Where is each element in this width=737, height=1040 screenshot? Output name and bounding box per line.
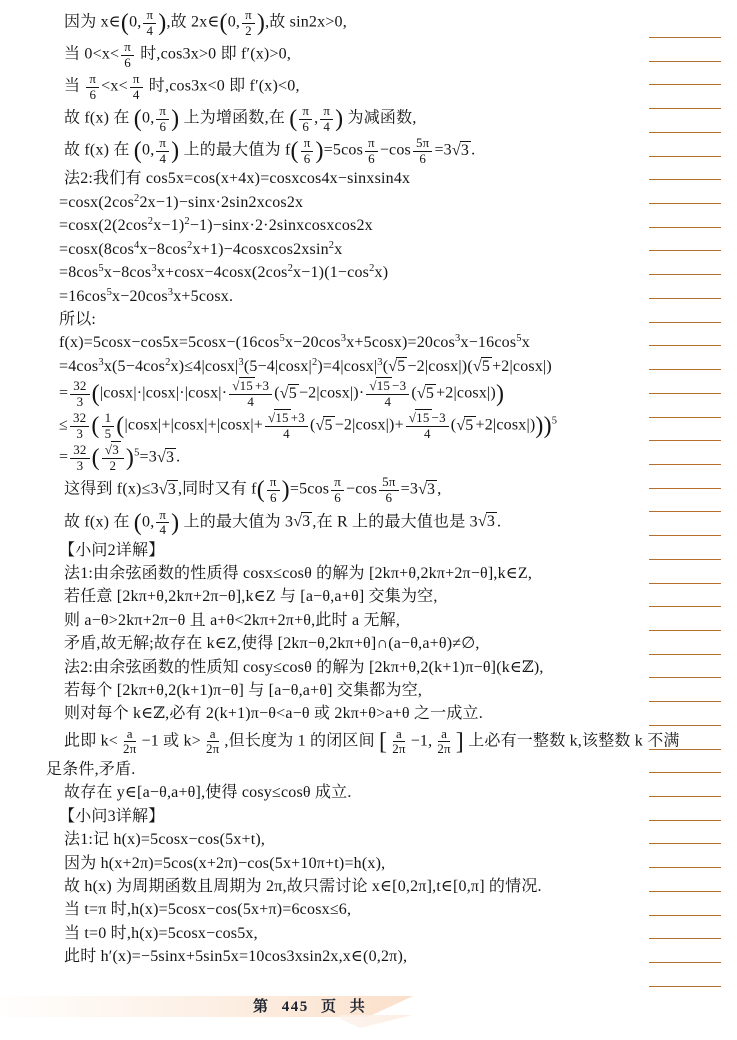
ruled-line [649, 511, 721, 512]
numerator: π [365, 136, 378, 152]
ruled-line [649, 108, 721, 109]
text-line: 法2:我们有 cos5x=cos(x+4x)=cosxcos4x−sinxsin4x [64, 170, 411, 188]
fraction [264, 411, 309, 441]
superscript: 5 [106, 286, 113, 298]
numerator: √15 −3 [366, 379, 409, 395]
fraction [69, 411, 90, 441]
radical: √5 [315, 416, 333, 434]
radical: √5 [416, 384, 435, 402]
text-line: 故存在 y∈[a−θ,a+θ],使得 cosy≤cosθ 成立. [64, 784, 352, 802]
numerator: π [86, 72, 99, 88]
big-delimiter: ( [120, 10, 130, 37]
big-delimiter: [ [379, 728, 388, 755]
superscript: 3 [151, 263, 157, 275]
big-delimiter: ) [158, 10, 167, 37]
denominator: 4 [159, 150, 167, 166]
superscript: 2 [147, 216, 154, 228]
text-line: 矛盾,故无解;故存在 k∈Z,使得 [2kπ−θ,2kπ+θ]∩(a−θ,a+θ)≠∅, [64, 635, 480, 653]
text-line: $=\cos x(8\cos^4x-8\cos^2x+1)-4cosxcos2xsin^2x$ [59, 239, 343, 258]
text-line: 则 a−θ>2kπ+2π−θ 且 a+θ<2kπ+2π+θ,此时 a 无解, [64, 611, 401, 629]
ruled-line [649, 488, 721, 489]
radical: √3 [418, 481, 436, 499]
numerator: π [242, 8, 255, 24]
numerator: √15 −3 [406, 411, 449, 427]
denominator: 6 [159, 118, 167, 134]
numerator: a [207, 727, 219, 743]
text-line: 足条件,矛盾. [46, 760, 136, 778]
radicand: 15 [376, 378, 391, 394]
text-line: $=16\cos^5x-20\cos^3x+5\cos x$. [59, 286, 234, 305]
radical: √3 [451, 142, 470, 160]
radicand: 15 [239, 378, 253, 394]
radicand: 5 [425, 384, 435, 402]
big-delimiter: ) [171, 138, 180, 165]
ruled-line [649, 464, 721, 465]
fraction [378, 475, 399, 505]
denominator: 6 [124, 54, 131, 70]
numerator: 5π [413, 136, 432, 152]
denominator: 6 [385, 489, 393, 505]
big-delimiter: ) [171, 106, 180, 133]
text-line: $=\cos x(2\cos^22x-1)-\sin x\cdot 2\sin 2xcos2x$ [59, 192, 304, 211]
big-delimiter: ] [455, 728, 464, 755]
big-delimiter: ) [315, 138, 324, 165]
numerator: 32 [70, 379, 89, 395]
big-delimiter: ( [219, 10, 228, 37]
superscript: 2 [328, 239, 335, 251]
fraction [69, 379, 90, 409]
denominator: 5 [104, 425, 112, 441]
radicand: 5 [481, 357, 491, 375]
ruled-line [649, 132, 721, 133]
denominator: 2π [437, 741, 451, 757]
radicand: 3 [460, 142, 470, 160]
ruled-line [649, 843, 721, 844]
denominator: 2π [205, 741, 220, 757]
ruled-line [649, 61, 721, 62]
ruled-line [649, 820, 721, 821]
text-line: $=\cos x(2(2\cos^2x-1)^2-1)-\sin x\cdot 2\cdot 2sinxcosxcos2x$ [59, 216, 373, 235]
radical: √3 [293, 513, 311, 531]
big-delimiter: ) [543, 413, 552, 440]
radicand: 3 [427, 481, 436, 499]
ruled-line [649, 606, 721, 607]
section-header: 【小问3详解】 [59, 807, 165, 825]
text-line: $f(x)=5\cos x-\cos 5x=5\cos x-(16\cos^5x-20\cos^3x+5\cos x)=20\cos^3x-16\cos^5x$ [59, 333, 530, 352]
ruled-line [649, 749, 721, 750]
superscript: 2 [369, 263, 375, 275]
text-line: 所以: [59, 310, 97, 328]
text-line: 当 0<x< $\frac{\pi}{6}$ 时,cos3x>0 即 f′(x)>0, [64, 39, 292, 70]
text-line: 故 h(x) 为周期函数且周期为 2π,故只需讨论 x∈[0,2π],t∈[0,π] 的情况. [64, 877, 542, 895]
text-line: 当 t=0 时,h(x)=5cosx−cos5x, [64, 924, 258, 942]
denominator: 6 [269, 489, 277, 505]
denominator: 2 [109, 457, 117, 473]
fraction [228, 379, 273, 409]
text-line: 法1:由余弦函数的性质得 cosx≤cosθ 的解为 [2kπ+θ,2kπ+2π−θ],k∈Z, [64, 565, 533, 582]
superscript: 2 [184, 216, 190, 228]
radicand: 5 [465, 416, 474, 434]
superscript: 5 [551, 415, 558, 427]
ruled-line [649, 203, 721, 204]
superscript: 4 [134, 239, 140, 251]
numerator: π [301, 136, 314, 152]
radicand: 3 [112, 442, 119, 458]
fraction [319, 104, 334, 134]
numerator: 1 [102, 411, 115, 427]
big-delimiter: ) [281, 477, 290, 504]
big-delimiter: ( [91, 381, 100, 408]
numerator: π [331, 475, 344, 491]
numerator: π [156, 104, 169, 120]
big-delimiter: ( [133, 106, 142, 133]
big-delimiter: ( [289, 106, 298, 133]
big-delimiter: ) [125, 445, 135, 472]
ruled-line [649, 156, 721, 157]
numerator: π [156, 136, 169, 152]
numerator: 5π [379, 475, 398, 491]
ruled-line [649, 369, 721, 370]
text-line: 故 f(x) 在 (0, $\frac{\pi}{4}$ ) 上的最大值为 3√3 ,在 R 上的最大值也是 3√3 . [64, 506, 502, 538]
radicand: 15 [416, 410, 430, 426]
superscript: 2 [311, 356, 318, 368]
denominator: 6 [89, 86, 97, 102]
text-line: 若任意 [2kπ+θ,2kπ+2π−θ],k∈Z 与 [a−θ,a+θ] 交集为空, [64, 588, 438, 606]
radical: √3 [158, 481, 176, 499]
text-line: $=4\cos^3x(5-4\cos^2x)\le 4|\cos x|^3(5-4|\cos x|^2)=4|\cos x|^3(√5 -2|\cos x|)(√5 +2|\cos x|)$ [59, 356, 552, 375]
radicand: 3 [167, 481, 176, 499]
ruled-line [649, 37, 721, 38]
denominator: 6 [368, 150, 375, 166]
fraction [298, 104, 313, 134]
text-line: 因为 h(x+2π)=5cos(x+2π)−cos(5x+10π+t)=h(x), [64, 854, 386, 872]
fraction [405, 411, 450, 441]
fraction [412, 136, 433, 166]
text-line: 法2:由余弦函数的性质知 cosy≤cosθ 的解为 [2kπ+θ,2(k+1)π−θ](k∈ℤ), [64, 658, 544, 676]
fraction [155, 508, 170, 538]
radical: √5 [456, 416, 474, 434]
ruled-line [649, 630, 721, 631]
ruled-line [649, 796, 721, 797]
superscript: 3 [238, 356, 244, 368]
ruled-line [649, 227, 721, 228]
superscript: 2 [165, 356, 171, 368]
denominator: 4 [423, 425, 431, 441]
fraction [266, 475, 281, 505]
ruled-line [649, 535, 721, 536]
ruled-line [649, 583, 721, 584]
fraction [119, 727, 140, 757]
numerator: 32 [70, 443, 89, 459]
denominator: 6 [419, 150, 427, 166]
radical: √5 [388, 357, 406, 375]
fraction [155, 136, 170, 166]
text-line: 故 f(x) 在 (0, $\frac{\pi}{6}$ ) 上为增函数,在 ( $\frac{\pi}{6}$ , $\frac{\pi}{4}$ ) 为减函数, [64, 103, 417, 134]
ruled-line [649, 986, 721, 987]
radical: √15 [408, 410, 430, 426]
radical: √3 [156, 449, 175, 467]
superscript: 5 [98, 263, 104, 275]
radicand: 5 [288, 384, 297, 402]
ruled-line [649, 393, 721, 394]
fraction [300, 136, 315, 166]
big-delimiter: ) [535, 413, 544, 440]
ruled-line [649, 772, 721, 773]
text-line: = $\frac{32}{3}$ ( $\frac{√3}{2}$ )$^5$=3√3 . [59, 442, 181, 473]
denominator: 4 [247, 393, 255, 409]
big-delimiter: ( [91, 445, 100, 472]
denominator: 2π [392, 741, 406, 757]
text-line: 则对每个 k∈ℤ,必有 2(k+1)π−θ<a−θ 或 2kπ+θ>a+θ 之一成立. [64, 705, 483, 723]
numerator: a [438, 727, 450, 743]
denominator: 4 [132, 86, 140, 102]
big-delimiter: ( [91, 413, 100, 440]
numerator: a [393, 727, 405, 743]
superscript: 3 [455, 333, 461, 345]
radicand: 5 [324, 416, 333, 434]
margin-ruled-lines [649, 37, 721, 987]
radicand: 3 [165, 449, 175, 467]
fraction [85, 72, 100, 102]
numerator: 32 [70, 411, 89, 427]
ruled-line [649, 915, 721, 916]
denominator: 2π [123, 741, 137, 757]
denominator: 2 [245, 22, 252, 38]
ruled-line [649, 559, 721, 560]
superscript: 5 [134, 448, 140, 460]
ruled-line [649, 84, 721, 85]
denominator: 3 [76, 457, 84, 473]
big-delimiter: ) [171, 509, 180, 536]
radical: √15 [267, 410, 289, 426]
radical: √3 [104, 442, 119, 458]
fraction [142, 8, 157, 38]
fraction [129, 72, 144, 102]
radicand: 3 [302, 513, 311, 531]
denominator: 4 [146, 22, 154, 38]
radicand: 3 [486, 513, 496, 531]
superscript: 3 [167, 286, 174, 298]
ruled-line [649, 867, 721, 868]
denominator: 4 [283, 425, 290, 441]
radicand: 15 [275, 410, 289, 426]
section-header: 【小问2详解】 [59, 541, 165, 559]
text-line: = $\frac{32}{3}$ (|cosx|·|cosx|·|cosx|· $\frac{√15 +3}{4}$ (√5 −2|cosx|)· $\frac{√15 -3}{4}$ (√5 +2|cosx|)) [59, 378, 505, 409]
ruled-line [649, 701, 721, 702]
fraction [202, 727, 223, 757]
numerator: π [320, 104, 333, 120]
text-line: 若每个 [2kπ+θ,2(k+1)π−θ] 与 [a−θ,a+θ] 交集都为空, [64, 682, 423, 700]
text-line: 此时 h′(x)=−5sinx+5sin5x=10cos3xsin2x,x∈(0,2π), [64, 948, 408, 966]
superscript: 3 [340, 333, 347, 345]
ruled-line [649, 891, 721, 892]
big-delimiter: ( [133, 138, 142, 165]
denominator: 6 [334, 489, 341, 505]
text-line: 法1:记 h(x)=5cosx−cos(5x+t), [64, 831, 266, 849]
fraction [101, 411, 116, 441]
fraction [69, 443, 90, 473]
numerator: π [143, 8, 156, 24]
big-delimiter: ( [290, 138, 299, 165]
radical: √3 [477, 513, 496, 531]
fraction [388, 727, 409, 757]
numerator: π [121, 40, 134, 56]
denominator: 3 [76, 393, 84, 409]
radical: √5 [279, 384, 297, 402]
big-delimiter: ( [256, 477, 265, 504]
text-line: 故 f(x) 在 (0, $\frac{\pi}{4}$ ) 上的最大值为 f( $\frac{\pi}{6}$ )=5cos $\frac{\pi}{6}$ −cos $\frac{5\pi}{6}$ =3√3 . [64, 135, 476, 166]
numerator: √15 +3 [265, 411, 308, 427]
numerator [102, 443, 124, 459]
ruled-line [649, 725, 721, 726]
big-delimiter: ) [495, 381, 505, 408]
fraction [364, 136, 379, 166]
ruled-line [649, 677, 721, 678]
ruled-line [649, 179, 721, 180]
text-line: 因为 x∈(0, $\frac{\pi}{4}$ ),故 2x∈(0, $\frac{\pi}{2}$ ),故 sin2x>0, [64, 7, 347, 38]
numerator: a [124, 727, 136, 743]
superscript: 2 [287, 263, 294, 275]
superscript: 5 [279, 333, 285, 345]
denominator: 4 [159, 522, 167, 538]
text-line: $=8\cos^5x-8\cos^3x+\cos x-4\cos x(2\cos^2x-1)(1-\cos^2x)$ [59, 263, 389, 282]
ruled-line [649, 250, 721, 251]
denominator: 6 [303, 150, 311, 166]
ruled-line [649, 440, 721, 441]
ruled-line [649, 654, 721, 655]
ruled-line [649, 962, 721, 963]
denominator: 4 [323, 118, 331, 134]
superscript: 3 [98, 356, 104, 368]
text-line: 此即 k< $\frac{a}{2\pi}$ −1 或 k> $\frac{a}{2\pi}$ ,但长度为 1 的闭区间 [ $\frac{a}{2\pi}$ −1, $\frac{a}{2\pi}$ ] 上必有一整数 k,该整数 k 不满 [64, 725, 680, 757]
numerator: π [299, 104, 312, 120]
superscript: 5 [516, 333, 522, 345]
ruled-line [649, 345, 721, 346]
denominator: 6 [302, 118, 310, 134]
ruled-line [649, 322, 721, 323]
big-delimiter: ( [133, 509, 142, 536]
text-line: ≤ $\frac{32}{3}$ ( $\frac{1}{5}$ (|cosx|+|cosx|+|cosx|+ $\frac{√15 +3}{4}$ (√5 −2|cosx|)+ $\frac{√15 -3}{4}$ (√5 +2|cosx|)))$^5$ [59, 410, 558, 441]
text-line: 这得到 f(x)≤3√3 ,同时又有 f( $\frac{\pi}{6}$ )=5cos $\frac{\pi}{6}$ −cos $\frac{5\pi}{6}$ =3√3 , [64, 474, 442, 505]
big-delimiter: ( [116, 413, 125, 440]
superscript: 2 [187, 239, 193, 251]
big-delimiter: ) [335, 106, 344, 133]
fraction [101, 443, 125, 473]
numerator: π [130, 72, 143, 88]
radical: √15 [232, 378, 253, 394]
radical: √15 [369, 378, 391, 394]
denominator: 3 [76, 425, 84, 441]
radicand: 5 [397, 357, 406, 375]
numerator: √15 +3 [229, 379, 272, 395]
ruled-line [649, 298, 721, 299]
superscript: 2 [134, 192, 140, 204]
fraction [433, 727, 454, 757]
fraction [155, 104, 170, 134]
ruled-line [649, 417, 721, 418]
fraction [330, 475, 345, 505]
numerator: π [156, 508, 169, 524]
superscript: 3 [377, 356, 383, 368]
text-line: 当 $\frac{\pi}{6}$ <x< $\frac{\pi}{4}$ 时,cos3x<0 即 f′(x)<0, [64, 71, 300, 102]
big-delimiter: ) [256, 10, 266, 37]
denominator: 4 [384, 393, 392, 409]
ruled-line [649, 274, 721, 275]
page-number: 第 445 页 共 [253, 999, 367, 1015]
ruled-line [649, 938, 721, 939]
fraction [241, 8, 256, 38]
solution-text [46, 7, 680, 969]
numerator: π [267, 475, 280, 491]
text-line: 当 t=π 时,h(x)=5cosx−cos(5x+π)=6cosx≤6, [64, 901, 352, 919]
radical: √5 [472, 357, 491, 375]
fraction [365, 379, 410, 409]
fraction [120, 40, 135, 70]
